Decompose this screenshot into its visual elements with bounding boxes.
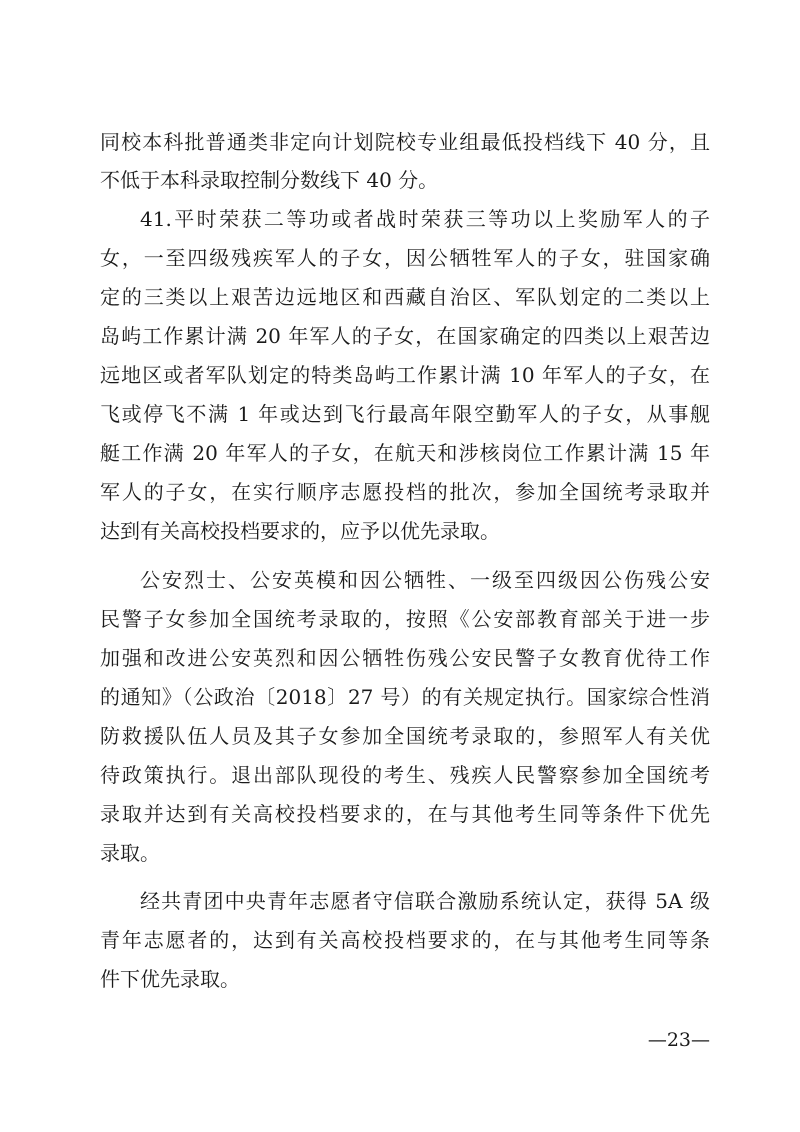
text-line-15: 的通知》（公政治〔2018〕27 号）的有关规定执行。国家综合性消 (100, 685, 710, 709)
text-line-10: 军人的子女，在实行顺序志愿投档的批次，参加全国统考录取并 (100, 480, 710, 504)
text-line-19: 录取。 (100, 841, 160, 865)
text-line-1: 同校本科批普通类非定向计划院校专业组最低投档线下 40 分，且 (100, 130, 710, 154)
text-line-17: 待政策执行。退出部队现役的考生、残疾人民警察参加全国统考 (100, 763, 710, 787)
text-line-4: 女，一至四级残疾军人的子女，因公牺牲军人的子女，驻国家确 (100, 246, 710, 270)
text-line-8: 飞或停飞不满 1 年或达到飞行最高年限空勤军人的子女，从事舰 (100, 402, 710, 426)
text-line-22: 件下优先录取。 (100, 967, 240, 991)
text-line-9: 艇工作满 20 年军人的子女，在航天和涉核岗位工作累计满 15 年 (100, 441, 710, 465)
text-line-16: 防救援队伍人员及其子女参加全国统考录取的，参照军人有关优 (100, 724, 710, 748)
text-line-3: 41.平时荣获二等功或者战时荣获三等功以上奖励军人的子 (140, 207, 710, 231)
text-line-2: 不低于本科录取控制分数线下 40 分。 (100, 168, 439, 192)
text-line-11: 达到有关高校投档要求的，应予以优先录取。 (100, 519, 500, 543)
page-number: —23— (647, 1029, 710, 1051)
text-line-12: 公安烈士、公安英模和因公牺牲、一级至四级因公伤残公安 (140, 568, 710, 592)
text-line-5: 定的三类以上艰苦边远地区和西藏自治区、军队划定的二类以上 (100, 285, 710, 309)
text-line-21: 青年志愿者的，达到有关高校投档要求的，在与其他考生同等条 (100, 928, 710, 952)
text-line-7: 远地区或者军队划定的特类岛屿工作累计满 10 年军人的子女，在 (100, 363, 710, 387)
text-line-20: 经共青团中央青年志愿者守信联合激励系统认定，获得 5A 级 (140, 889, 710, 913)
text-line-14: 加强和改进公安英烈和因公牺牲伤残公安民警子女教育优待工作 (100, 646, 710, 670)
text-line-18: 录取并达到有关高校投档要求的，在与其他考生同等条件下优先 (100, 802, 710, 826)
text-line-13: 民警子女参加全国统考录取的，按照《公安部教育部关于进一步 (100, 607, 710, 631)
text-line-6: 岛屿工作累计满 20 年军人的子女，在国家确定的四类以上艰苦边 (100, 324, 710, 348)
